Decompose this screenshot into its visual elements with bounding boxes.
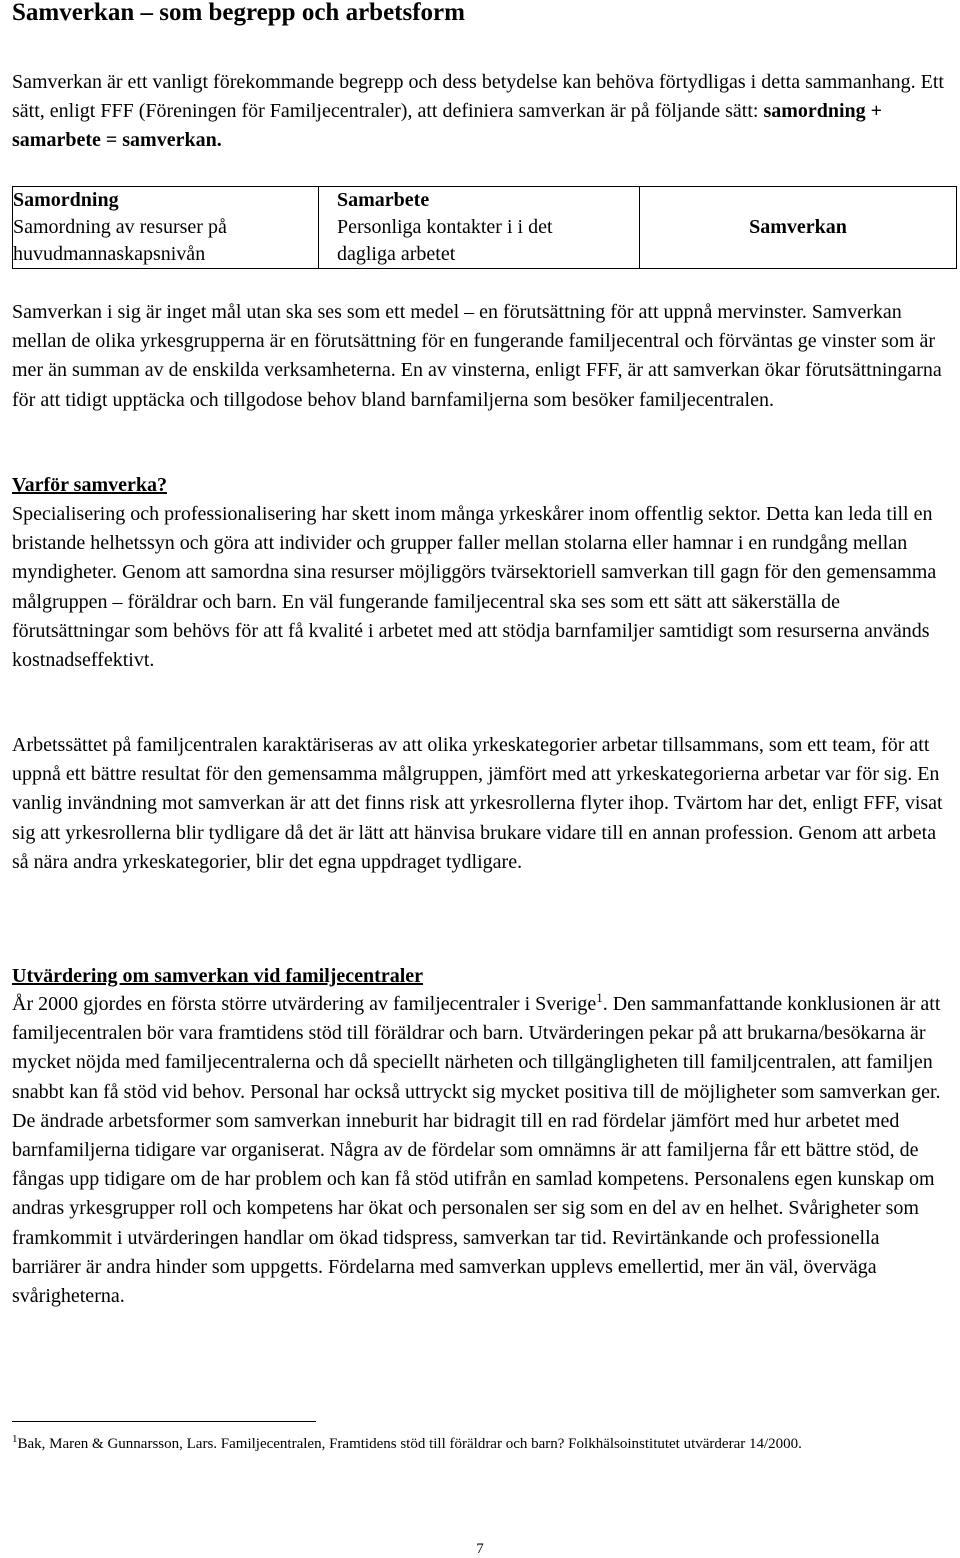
samordning-description: Samordning av resurser på huvudmannaskapsnivån bbox=[13, 216, 227, 265]
samarbete-heading: Samarbete bbox=[337, 189, 430, 211]
samarbete-description: Personliga kontakter i i det dagliga arbetet bbox=[337, 216, 553, 265]
paragraph-means: Samverkan i sig är inget mål utan ska ses som ett medel – en förutsättning för att uppnå mervinster. Samverkan mellan de olika yrkesgrupperna är en förutsättning för en fungerande familjecentral och förväntas ge vinster som är mer än summan av de enskilda verksamheterna. En av vinsterna, enligt FFF, är att samverkan ökar förutsättningarna för att tidigt upptäcka och tillgodose behov bland barnfamiljerna som besöker familjecentralen. bbox=[12, 301, 942, 411]
page-title: Samverkan – som begrepp och arbetsform bbox=[12, 0, 465, 26]
intro-text: Samverkan är ett vanligt förekommande begrepp och dess betydelse kan behöva förtydligas i detta sammanhang. Ett sätt, enligt FFF (Föreningen för Familjecentraler), att definiera samverkan är på följande sätt: bbox=[12, 71, 944, 123]
evaluation-text-rest: . Den sammanfattande konklusionen är att familjecentralen bör vara framtidens stöd till föräldrar och barn. Utvärderingen pekar på att brukarna/besökarna är mycket nöjda med familjecentralerna och då speciellt närheten och tillgängligheten till familjcentralen, att familjen snabbt kan få stöd vid behov. Personal har också uttryckt sig mycket positiva till de möjligheter som samverkan ger. De ändrade arbetsformer som samverkan inneburit har bidragit till en rad fördelar jämfört med hur arbetet med barnfamiljerna tidigare var organiserat. Några av de fördelar som omnämns är att familjerna får ett bättre stöd, de fångas upp tidigare om de har problem och kan få stöd utifrån en samlad kompetens. Personalens egen kunskap om andras yrkesgrupper roll och kompetens har ökat och personalen ser sig som en del av en helhet. Svårigheter som framkommit i utvärderingen handlar om ökad tidspress, samverkan tar tid. Revirtänkande och professionella barriärer är andra hinder som uppgetts. Fördelarna med samverkan upplevs emellertid, mer än väl, överväga svårigheterna. bbox=[12, 993, 941, 1308]
intro-paragraph bbox=[12, 68, 952, 156]
paragraph-evaluation bbox=[12, 990, 952, 1311]
heading-evaluation: Utvärdering om samverkan vid familjecentraler bbox=[12, 965, 424, 987]
footnote bbox=[12, 1432, 952, 1456]
samordning-heading: Samordning bbox=[13, 189, 119, 211]
evaluation-text-start: År 2000 gjordes en första större utvärdering av familjecentraler i Sverige bbox=[12, 993, 597, 1015]
diagram-cell-samarbete bbox=[319, 187, 640, 269]
diagram-cell-samordning bbox=[13, 187, 319, 269]
samverkan-diagram-table bbox=[12, 186, 957, 269]
footnote-reference: 1 bbox=[596, 990, 603, 1005]
footnote-marker: 1 bbox=[12, 1433, 18, 1445]
paragraph-specialisation: Specialisering och professionalisering har skett inom många yrkeskårer inom offentlig sektor. Detta kan leda till en bristande helhetssyn och göra att individer och grupper faller mellan stolarna eller hamnar i en rundgång mellan myndigheter. Genom att samordna sina resurser möjliggörs tvärsektoriell samverkan till gagn för den gemensamma målgruppen – föräldrar och barn. En väl fungerande familjecentral ska ses som ett sätt att säkerställa de förutsättningar som behövs för att få kvalité i arbetet med att stödja barnfamiljer samtidigt som resurserna används kostnadseffektivt. bbox=[12, 503, 937, 672]
paragraph-working-method: Arbetssättet på familjcentralen karaktäriseras av att olika yrkeskategorier arbetar tillsammans, som ett team, för att uppnå ett bättre resultat för den gemensamma målgruppen, jämfört med att yrkeskategorierna arbetar var för sig. En vanlig invändning mot samverkan är att det finns risk att yrkesrollerna flyter ihop. Tvärtom har det, enligt FFF, visat sig att yrkesrollerna blir tydligare då det är lätt att hänvisa brukare vidare till en annan profession. Genom att arbeta så nära andra yrkeskategorier, blir det egna uppdraget tydligare. bbox=[12, 734, 943, 873]
footnote-text: Bak, Maren & Gunnarsson, Lars. Familjecentralen, Framtidens stöd till föräldrar och barn? Folkhälsoinstitutet utvärderar 14/2000. bbox=[17, 1436, 802, 1452]
diagram-cell-samverkan: Samverkan bbox=[640, 187, 957, 269]
heading-why-collaborate: Varför samverka? bbox=[12, 474, 167, 496]
footnote-separator bbox=[12, 1421, 316, 1422]
page-number: 7 bbox=[476, 1541, 484, 1557]
intro-formula: samordning + samarbete = samverkan. bbox=[12, 100, 883, 152]
